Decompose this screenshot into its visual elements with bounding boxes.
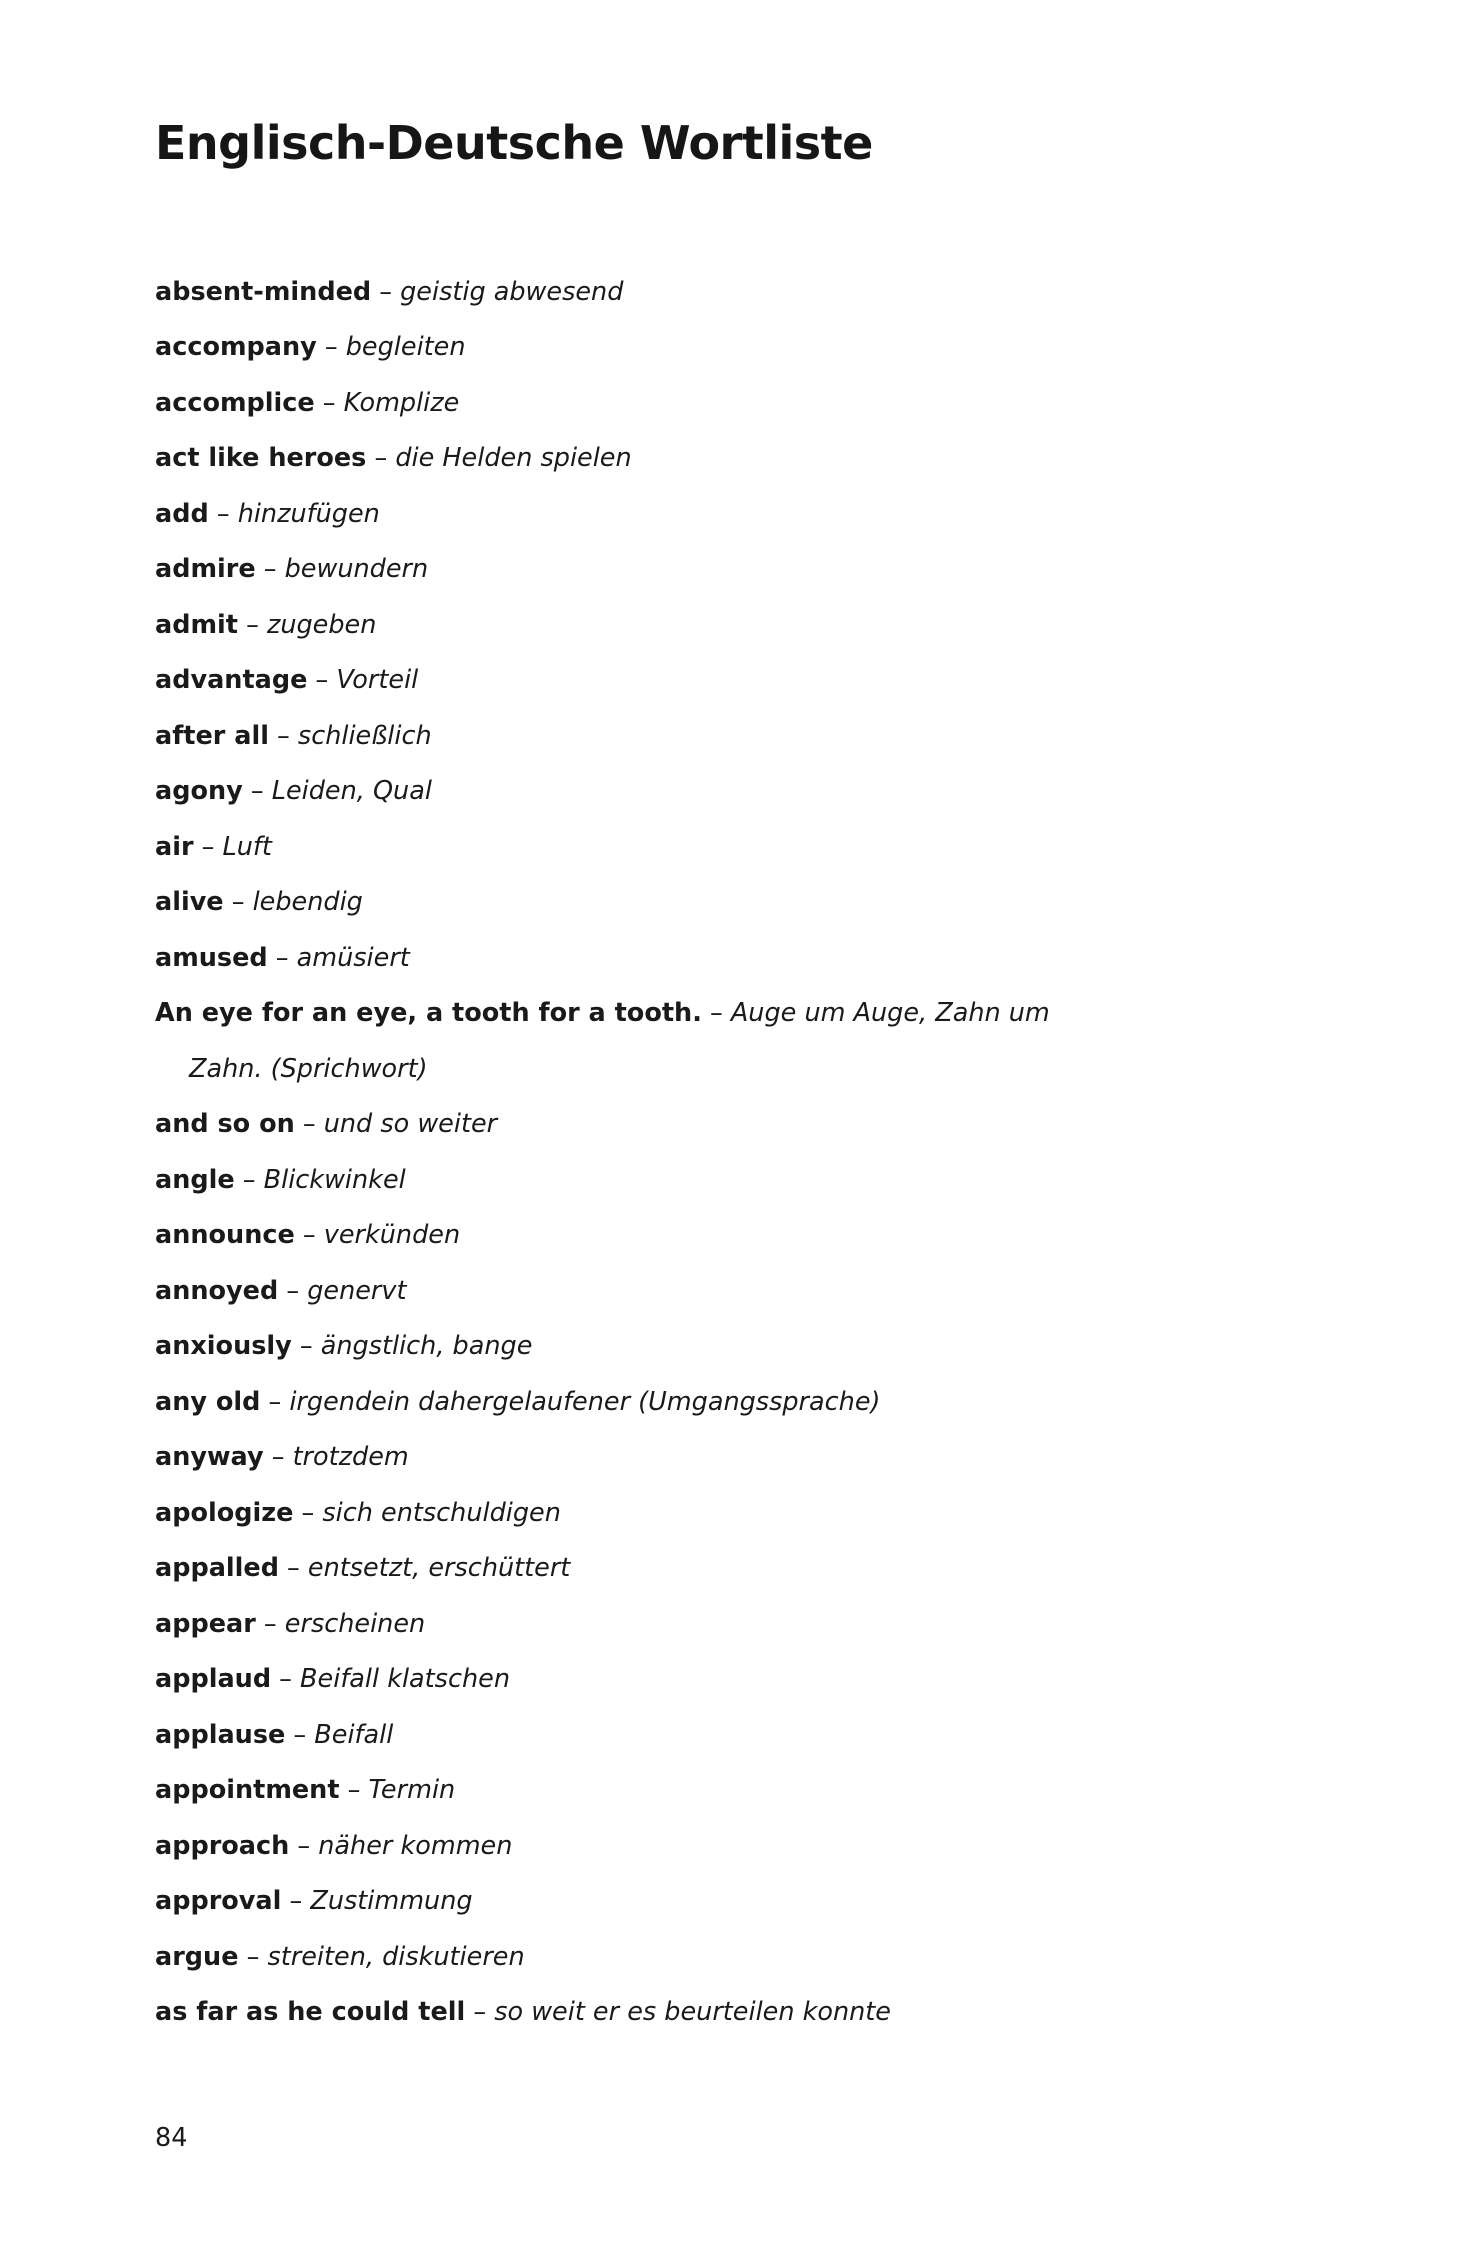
entry-term: appalled bbox=[155, 1553, 279, 1584]
entry-separator: – bbox=[267, 942, 297, 973]
entry-gloss: erscheinen bbox=[284, 1608, 426, 1639]
list-item bbox=[121, 1597, 1327, 1653]
entry-term: advantage bbox=[155, 665, 308, 696]
list-item bbox=[121, 1208, 1327, 1264]
entry-gloss: streiten, diskutieren bbox=[267, 1941, 525, 1972]
entry-term: anxiously bbox=[155, 1331, 292, 1362]
list-item bbox=[121, 1319, 1327, 1375]
entry-term: angle bbox=[155, 1164, 235, 1195]
list-item bbox=[121, 1430, 1327, 1486]
entry-term: absent-minded bbox=[155, 276, 372, 307]
list-item bbox=[121, 1708, 1327, 1764]
list-item bbox=[121, 1819, 1327, 1875]
entry-separator: – bbox=[307, 665, 337, 696]
entry-separator: – bbox=[294, 1109, 324, 1140]
entry-gloss: entsetzt, erschüttert bbox=[307, 1553, 571, 1584]
entry-term: accompany bbox=[155, 332, 317, 363]
list-item bbox=[121, 431, 1327, 487]
entry-gloss: amüsiert bbox=[296, 942, 410, 973]
entry-separator: – bbox=[242, 776, 272, 807]
entry-term: annoyed bbox=[155, 1275, 279, 1306]
entry-term: air bbox=[155, 831, 194, 862]
entry-separator: – bbox=[271, 1664, 301, 1695]
entry-term: applause bbox=[155, 1719, 286, 1750]
entry-gloss: begleiten bbox=[345, 332, 466, 363]
entry-separator: – bbox=[339, 1775, 369, 1806]
list-item bbox=[121, 1874, 1327, 1930]
entry-gloss: sich entschuldigen bbox=[322, 1497, 561, 1528]
entry-term: approach bbox=[155, 1830, 290, 1861]
entry-gloss: näher kommen bbox=[318, 1830, 513, 1861]
entry-separator: – bbox=[465, 1997, 495, 2028]
entry-separator: – bbox=[291, 1331, 321, 1362]
list-item bbox=[121, 875, 1327, 931]
entry-term: as far as he could tell bbox=[155, 1997, 466, 2028]
entry-gloss: irgendein dahergelaufener (Umgangssprache) bbox=[289, 1386, 881, 1417]
entry-term: act like heroes bbox=[155, 443, 367, 474]
entry-gloss: bewundern bbox=[284, 554, 429, 585]
entry-gloss: Beifall klatschen bbox=[300, 1664, 510, 1695]
entry-separator: – bbox=[278, 1275, 308, 1306]
entry-gloss: Zustimmung bbox=[310, 1886, 473, 1917]
entry-gloss: und so weiter bbox=[323, 1109, 498, 1140]
entry-gloss: Leiden, Qual bbox=[271, 776, 432, 807]
entry-separator: – bbox=[294, 1220, 324, 1251]
entry-term: any old bbox=[155, 1386, 261, 1417]
entry-term: appointment bbox=[155, 1775, 340, 1806]
entry-separator: – bbox=[366, 443, 396, 474]
entry-separator: – bbox=[281, 1886, 311, 1917]
entry-gloss-continuation: Zahn. (Sprichwort) bbox=[189, 1053, 428, 1084]
entry-separator: – bbox=[285, 1719, 315, 1750]
entry-separator: – bbox=[234, 1164, 264, 1195]
entry-separator: – bbox=[314, 387, 344, 418]
entry-gloss: geistig abwesend bbox=[400, 276, 624, 307]
entry-gloss: Beifall bbox=[314, 1719, 394, 1750]
list-item bbox=[121, 487, 1327, 543]
page-number: 84 bbox=[155, 2123, 188, 2153]
list-item bbox=[121, 265, 1327, 321]
list-item bbox=[121, 1486, 1327, 1542]
list-item bbox=[121, 1541, 1327, 1597]
entry-gloss: ängstlich, bange bbox=[320, 1331, 533, 1362]
entry-separator: – bbox=[289, 1830, 319, 1861]
entry-term: amused bbox=[155, 942, 268, 973]
entry-gloss: Termin bbox=[368, 1775, 456, 1806]
entry-gloss: die Helden spielen bbox=[395, 443, 632, 474]
entry-separator: – bbox=[263, 1442, 293, 1473]
list-item bbox=[121, 653, 1327, 709]
list-item bbox=[121, 1763, 1327, 1819]
entry-separator: – bbox=[278, 1553, 308, 1584]
list-item bbox=[121, 320, 1327, 376]
entry-separator: – bbox=[701, 998, 731, 1029]
entry-gloss: Komplize bbox=[343, 387, 460, 418]
entry-gloss: zugeben bbox=[266, 609, 377, 640]
entry-term: admire bbox=[155, 554, 256, 585]
list-item bbox=[121, 1652, 1327, 1708]
list-item bbox=[121, 376, 1327, 432]
entry-separator: – bbox=[193, 831, 223, 862]
entry-term: after all bbox=[155, 720, 269, 751]
entry-gloss: Auge um Auge, Zahn um bbox=[730, 998, 1050, 1029]
list-item bbox=[121, 1375, 1327, 1431]
entry-separator: – bbox=[238, 1941, 268, 1972]
entry-separator: – bbox=[293, 1497, 323, 1528]
list-item bbox=[121, 1930, 1327, 1986]
list-item bbox=[121, 820, 1327, 876]
entry-separator: – bbox=[223, 887, 253, 918]
list-item bbox=[155, 986, 1327, 1097]
entry-term: argue bbox=[155, 1941, 239, 1972]
entry-term: add bbox=[155, 498, 209, 529]
list-item bbox=[121, 1097, 1327, 1153]
list-item bbox=[121, 1153, 1327, 1209]
entry-term: admit bbox=[155, 609, 238, 640]
entry-gloss: verkünden bbox=[323, 1220, 461, 1251]
entry-term: applaud bbox=[155, 1664, 272, 1695]
entry-term: An eye for an eye, a tooth for a tooth. bbox=[155, 998, 702, 1029]
entry-term: and so on bbox=[155, 1109, 295, 1140]
entry-term: anyway bbox=[155, 1442, 264, 1473]
list-item bbox=[121, 764, 1327, 820]
entry-separator: – bbox=[237, 609, 267, 640]
entry-term: announce bbox=[155, 1220, 295, 1251]
entry-separator: – bbox=[316, 332, 346, 363]
entry-gloss: schließlich bbox=[297, 720, 432, 751]
entry-gloss: genervt bbox=[307, 1275, 407, 1306]
entry-term: alive bbox=[155, 887, 224, 918]
list-item bbox=[121, 931, 1327, 987]
entry-gloss: so weit er es beurteilen konnte bbox=[494, 1997, 891, 2028]
page-title: Englisch-Deutsche Wortliste bbox=[155, 116, 873, 170]
list-item bbox=[121, 1985, 1327, 2041]
entry-gloss: Luft bbox=[222, 831, 272, 862]
wordlist bbox=[155, 265, 1327, 2041]
entry-separator: – bbox=[255, 1608, 285, 1639]
entry-separator: – bbox=[371, 276, 401, 307]
entry-gloss: Vorteil bbox=[336, 665, 419, 696]
entry-term: appear bbox=[155, 1608, 256, 1639]
list-item bbox=[121, 709, 1327, 765]
list-item bbox=[121, 542, 1327, 598]
entry-separator: – bbox=[208, 498, 238, 529]
list-item bbox=[121, 1264, 1327, 1320]
entry-separator: – bbox=[260, 1386, 290, 1417]
entry-term: accomplice bbox=[155, 387, 315, 418]
list-item bbox=[121, 598, 1327, 654]
entry-separator: – bbox=[268, 720, 298, 751]
entry-term: approval bbox=[155, 1886, 282, 1917]
entry-gloss: Blickwinkel bbox=[263, 1164, 406, 1195]
entry-term: apologize bbox=[155, 1497, 294, 1528]
entry-separator: – bbox=[255, 554, 285, 585]
entry-gloss: lebendig bbox=[252, 887, 363, 918]
entry-gloss: hinzufügen bbox=[237, 498, 380, 529]
entry-term: agony bbox=[155, 776, 243, 807]
entry-gloss: trotzdem bbox=[292, 1442, 409, 1473]
